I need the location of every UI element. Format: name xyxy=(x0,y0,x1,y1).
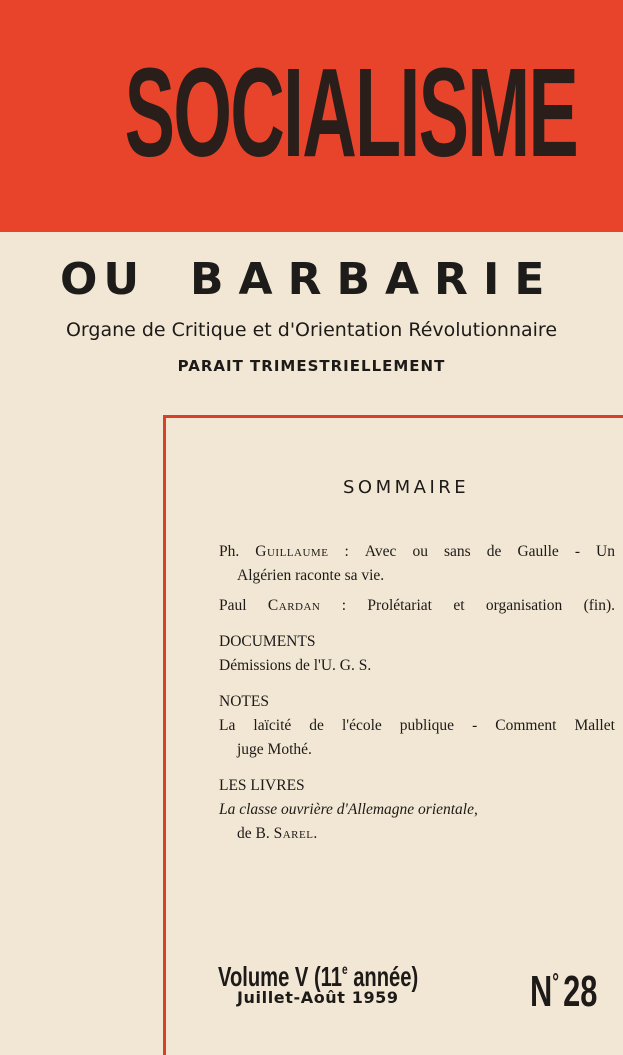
title-word: ou xyxy=(412,543,428,560)
title-word: Comment xyxy=(495,717,557,734)
issue-number xyxy=(530,955,597,1020)
toc-entry-continuation: Algérien raconte sa vie. xyxy=(237,567,385,584)
separator: : xyxy=(344,543,349,560)
author-last-name: Cardan xyxy=(267,597,321,614)
title-word: sans xyxy=(444,543,471,560)
publication-frequency: PARAIT TRIMESTRIELLEMENT xyxy=(177,357,446,375)
journal-tagline: Organe de Critique et d'Orientation Révolutionnaire xyxy=(65,319,558,341)
title-word: organisation xyxy=(485,597,563,614)
toc-entry-line xyxy=(219,540,615,564)
title-word: - xyxy=(574,543,580,560)
book-author-name: Sarel. xyxy=(273,825,318,842)
author-first-name: Ph. xyxy=(219,543,240,560)
journal-subtitle xyxy=(0,250,623,310)
table-of-contents xyxy=(219,540,615,846)
book-author-line xyxy=(219,822,615,846)
issue-number-value: 28 xyxy=(563,967,598,1016)
toc-entry-line xyxy=(219,594,615,618)
volume-ordinal: e xyxy=(341,961,348,977)
section-heading: DOCUMENTS xyxy=(219,633,316,650)
issue-number-degree: ° xyxy=(552,969,559,996)
subtitle-ou: OU xyxy=(60,254,146,305)
author-first-name: Paul xyxy=(219,597,247,614)
section-item: Démissions de l'U. G. S. xyxy=(219,657,372,674)
title-word: - xyxy=(472,717,478,734)
journal-title: SOCIALISME xyxy=(124,42,578,183)
title-word: Mallet xyxy=(574,717,615,734)
volume-suffix: année) xyxy=(347,961,419,992)
title-word: (fin). xyxy=(583,597,615,614)
title-word: Prolétariat xyxy=(367,597,432,614)
title-word: de xyxy=(309,717,324,734)
section-heading: NOTES xyxy=(219,693,269,710)
title-word: Un xyxy=(596,543,615,560)
volume-prefix: Volume V (11 xyxy=(218,961,342,992)
toc-section-notes xyxy=(219,690,615,762)
title-word: de xyxy=(486,543,502,560)
toc-entry-continuation: juge Mothé. xyxy=(237,741,312,758)
toc-section-books xyxy=(219,774,615,846)
title-word: Avec xyxy=(364,543,397,560)
issue-number-prefix: N xyxy=(530,967,553,1016)
toc-entry-guillaume xyxy=(219,540,615,588)
author-last-name: Guillaume xyxy=(255,543,329,560)
subtitle-barbarie: BARBARIE xyxy=(190,254,560,305)
title-word: publique xyxy=(399,717,455,734)
section-heading: LES LIVRES xyxy=(219,777,305,794)
title-word: Gaulle xyxy=(517,543,559,560)
title-word: l'école xyxy=(341,717,382,734)
book-author-prefix: de B. xyxy=(237,825,270,842)
title-word: et xyxy=(453,597,465,614)
title-word: La xyxy=(219,717,236,734)
toc-entry-line xyxy=(219,714,615,738)
separator: : xyxy=(341,597,347,614)
contents-heading: SOMMAIRE xyxy=(343,477,470,498)
toc-section-documents xyxy=(219,630,615,678)
issue-date: Juillet-Août 1959 xyxy=(237,988,399,1007)
title-word: laïcité xyxy=(253,717,292,734)
book-title: La classe ouvrière d'Allemagne orientale, xyxy=(219,801,478,818)
toc-entry-cardan xyxy=(219,594,615,618)
